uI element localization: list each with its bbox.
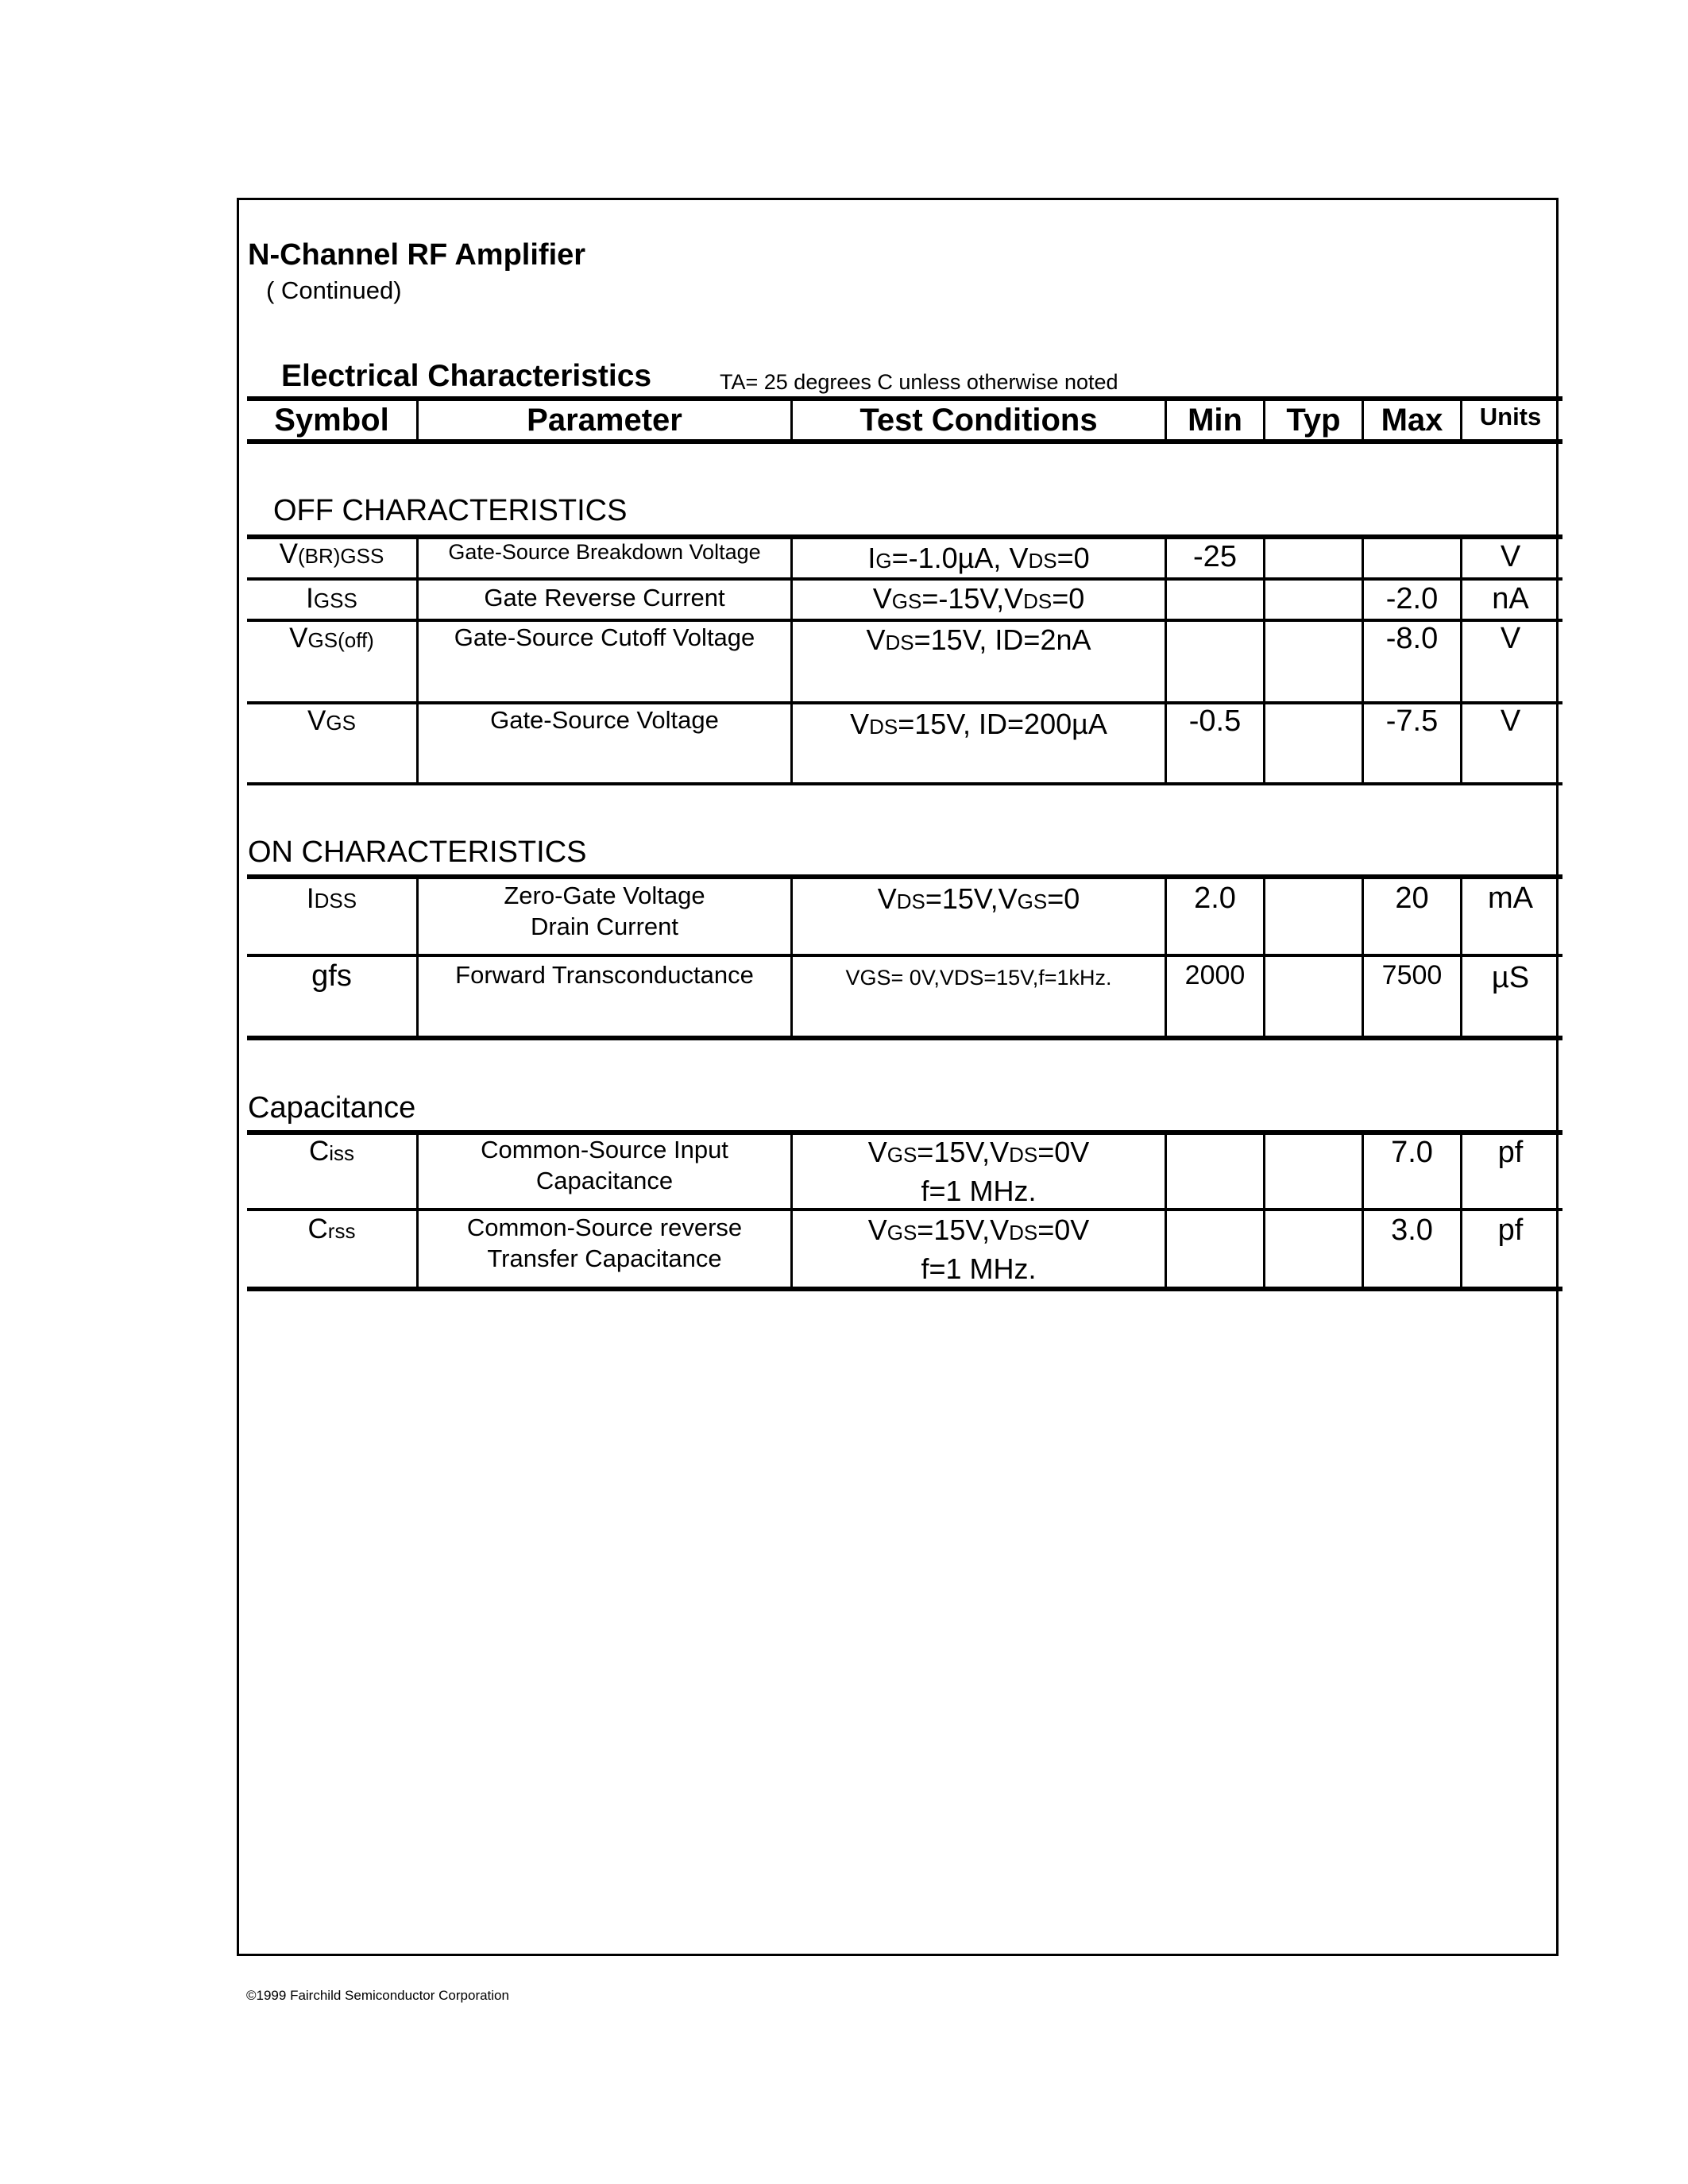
units-value: mA: [1488, 882, 1533, 915]
condition-cell: VDS=15V,VGS=0: [877, 882, 1080, 915]
symbol-cell: Ciss: [308, 1136, 355, 1167]
max-value: -8.0: [1385, 622, 1439, 655]
condition-cell: VDS=15V, ID=2nA: [866, 623, 1091, 656]
units-value: µS: [1491, 961, 1530, 994]
parameter-cell: Gate-Source Cutoff Voltage: [454, 623, 755, 651]
column-divider: [1263, 878, 1265, 1036]
section-capacitance-title: Capacitance: [248, 1091, 416, 1125]
section-on-title: ON CHARACTERISTICS: [248, 835, 587, 869]
condition-cell: VGS=15V,VDS=0V f=1 MHz.: [867, 1136, 1090, 1207]
units-value: V: [1500, 622, 1521, 655]
max-value: -7.5: [1385, 704, 1439, 738]
column-header-parameter: Parameter: [527, 402, 682, 438]
symbol-cell: V(BR)GSS: [279, 538, 384, 569]
parameter-cell: Gate-Source Breakdown Voltage: [448, 540, 761, 564]
document-title: N-Channel RF Amplifier: [248, 238, 586, 272]
units-value: nA: [1492, 582, 1529, 615]
condition-cell: VGS=15V,VDS=0V f=1 MHz.: [867, 1214, 1090, 1285]
symbol-cell: VGS: [307, 705, 356, 736]
column-divider: [1165, 538, 1167, 782]
units-value: V: [1500, 704, 1521, 738]
units-value: V: [1500, 540, 1521, 573]
max-value: 20: [1395, 882, 1429, 915]
off-end-rule: [247, 782, 1562, 785]
min-value: 2000: [1184, 960, 1246, 990]
column-divider: [1362, 538, 1364, 782]
column-header-min: Min: [1188, 402, 1242, 438]
parameter-cell: Forward Transconductance: [455, 961, 754, 989]
column-header-conditions: Test Conditions: [859, 402, 1098, 438]
column-divider: [1263, 1133, 1265, 1287]
column-header-typ: Typ: [1286, 402, 1341, 438]
column-header-max: Max: [1381, 402, 1443, 438]
column-header-units: Units: [1479, 403, 1542, 430]
column-header-symbol: Symbol: [274, 402, 389, 438]
min-value: 2.0: [1194, 882, 1236, 915]
max-value: 7500: [1381, 960, 1443, 990]
condition-cell: VGS= 0V,VDS=15V,f=1kHz.: [845, 966, 1112, 990]
document-subtitle: ( Continued): [266, 276, 402, 304]
symbol-cell: IDSS: [306, 883, 357, 914]
min-value: -25: [1193, 540, 1237, 573]
max-value: -2.0: [1385, 582, 1439, 615]
parameter-cell: Gate-Source Voltage: [490, 706, 719, 734]
column-divider: [416, 538, 419, 782]
column-divider: [1460, 538, 1462, 782]
symbol-cell: VGS(off): [289, 623, 374, 654]
symbol-cell: gfs: [311, 959, 352, 993]
units-value: pf: [1497, 1136, 1524, 1169]
parameter-cell: Common-Source Input Capacitance: [481, 1136, 728, 1194]
column-divider: [1263, 538, 1265, 782]
table-heading: Electrical Characteristics: [281, 359, 652, 393]
symbol-cell: Crss: [307, 1214, 356, 1244]
table-note: TA= 25 degrees C unless otherwise noted: [720, 370, 1118, 394]
on-end-rule: [247, 1036, 1562, 1040]
on-section-rule: [247, 874, 1562, 879]
symbol-cell: IGSS: [306, 583, 357, 614]
condition-cell: VDS=15V, ID=200µA: [850, 708, 1107, 740]
section-off-title: OFF CHARACTERISTICS: [273, 494, 628, 527]
row-rule: [247, 954, 1562, 957]
parameter-cell: Common-Source reverse Transfer Capacitance: [466, 1214, 743, 1272]
column-divider: [1165, 1133, 1167, 1287]
units-value: pf: [1497, 1214, 1524, 1247]
parameter-cell: Gate Reverse Current: [484, 584, 725, 612]
parameter-cell: Zero-Gate Voltage Drain Current: [504, 882, 705, 940]
condition-cell: VGS=-15V,VDS=0: [872, 582, 1085, 615]
page-frame: [237, 198, 1559, 1956]
copyright-footer: ©1999 Fairchild Semiconductor Corporation: [246, 1988, 509, 2003]
max-value: 3.0: [1391, 1214, 1433, 1247]
max-value: 7.0: [1391, 1136, 1433, 1169]
condition-cell: IG=-1.0µA, VDS=0: [867, 542, 1090, 574]
min-value: -0.5: [1188, 704, 1242, 738]
